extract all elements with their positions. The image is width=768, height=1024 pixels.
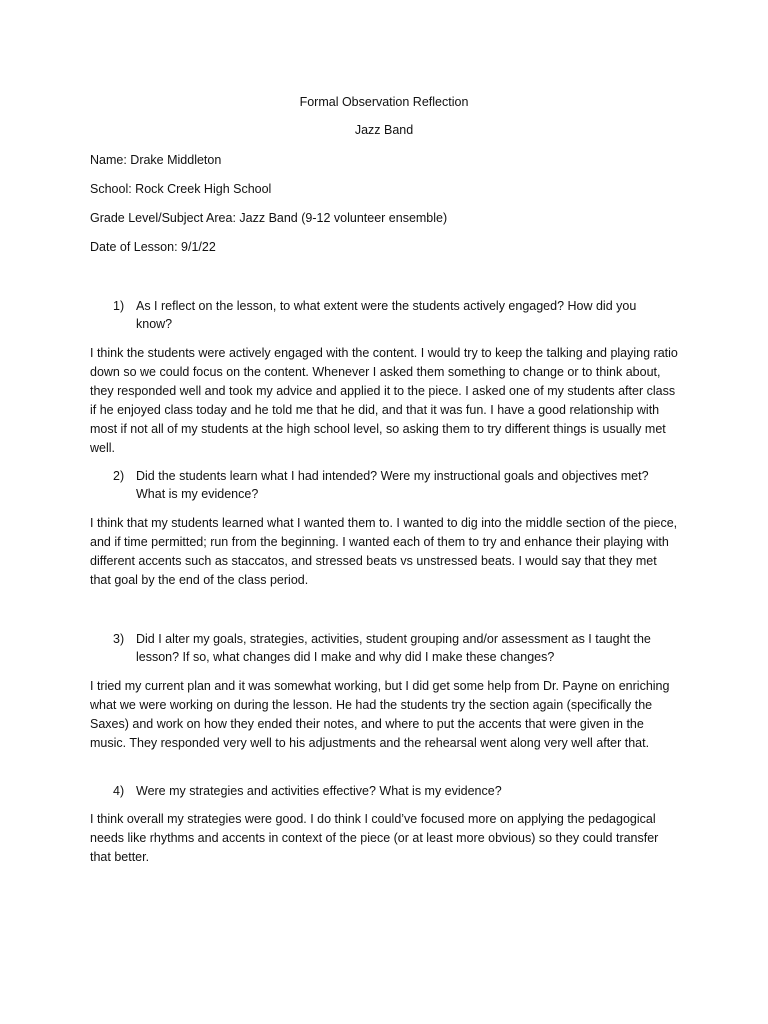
document-subtitle: Jazz Band [354,123,414,137]
question-number: 3) [113,632,125,646]
question-number: 1) [113,299,125,313]
answer-1: I think the students were actively engaged with the content. I would try to keep the talking and playing ratio down so we could focus on the content. Whenever I asked them something to change or to think about, they responded well and took my advice and applied it to the piece. I asked one of my students after class if he enjoyed class today and he told me that he did, and that it was fun. I have a good relationship with most if not all of my students at the high school level, so asking them to try different things is usually met well. [90,346,678,455]
question-1 [90,297,670,333]
question-number: 4) [113,784,125,798]
answer-2: I think that my students learned what I wanted them to. I wanted to dig into the middle section of the piece, and if time permitted; run from the beginning. I wanted each of them to try and enhance their playing with different accents such as staccatos, and stressed beats vs unstressed beats. I would say that they met that goal by the end of the class period. [90,516,678,587]
question-number: 2) [113,469,125,483]
answer-3: I tried my current plan and it was somewhat working, but I did get some help from Dr. Payne on enriching what we were working on during the lesson. He had the students try the section again (specifically the Saxes) and work on how they ended their notes, and where to put the accents that were given in the music. They responded very well to his adjustments and the rehearsal went along very well after that. [90,679,670,750]
name-line: Name: Drake Middleton [90,153,222,167]
question-text: As I reflect on the lesson, to what extent were the students actively engaged? How did you know? [136,299,637,331]
question-text: Were my strategies and activities effective? What is my evidence? [136,784,502,798]
document-title: Formal Observation Reflection [299,95,469,109]
question-text: Did the students learn what I had intended? Were my instructional goals and objectives met? What is my evidence? [136,469,649,501]
answer-4: I think overall my strategies were good. I do think I could’ve focused more on applying the pedagogical needs like rhythms and accents in context of the piece (or at least more obvious) so they could transfer that better. [90,812,659,864]
question-3 [90,630,670,666]
school-line: School: Rock Creek High School [90,182,272,196]
question-4 [90,782,670,800]
question-text: Did I alter my goals, strategies, activities, student grouping and/or assessment as I taught the lesson? If so, what changes did I make and why did I make these changes? [136,632,651,664]
grade-line: Grade Level/Subject Area: Jazz Band (9-12 volunteer ensemble) [90,211,448,225]
question-2 [90,467,670,503]
date-line: Date of Lesson: 9/1/22 [90,240,216,254]
